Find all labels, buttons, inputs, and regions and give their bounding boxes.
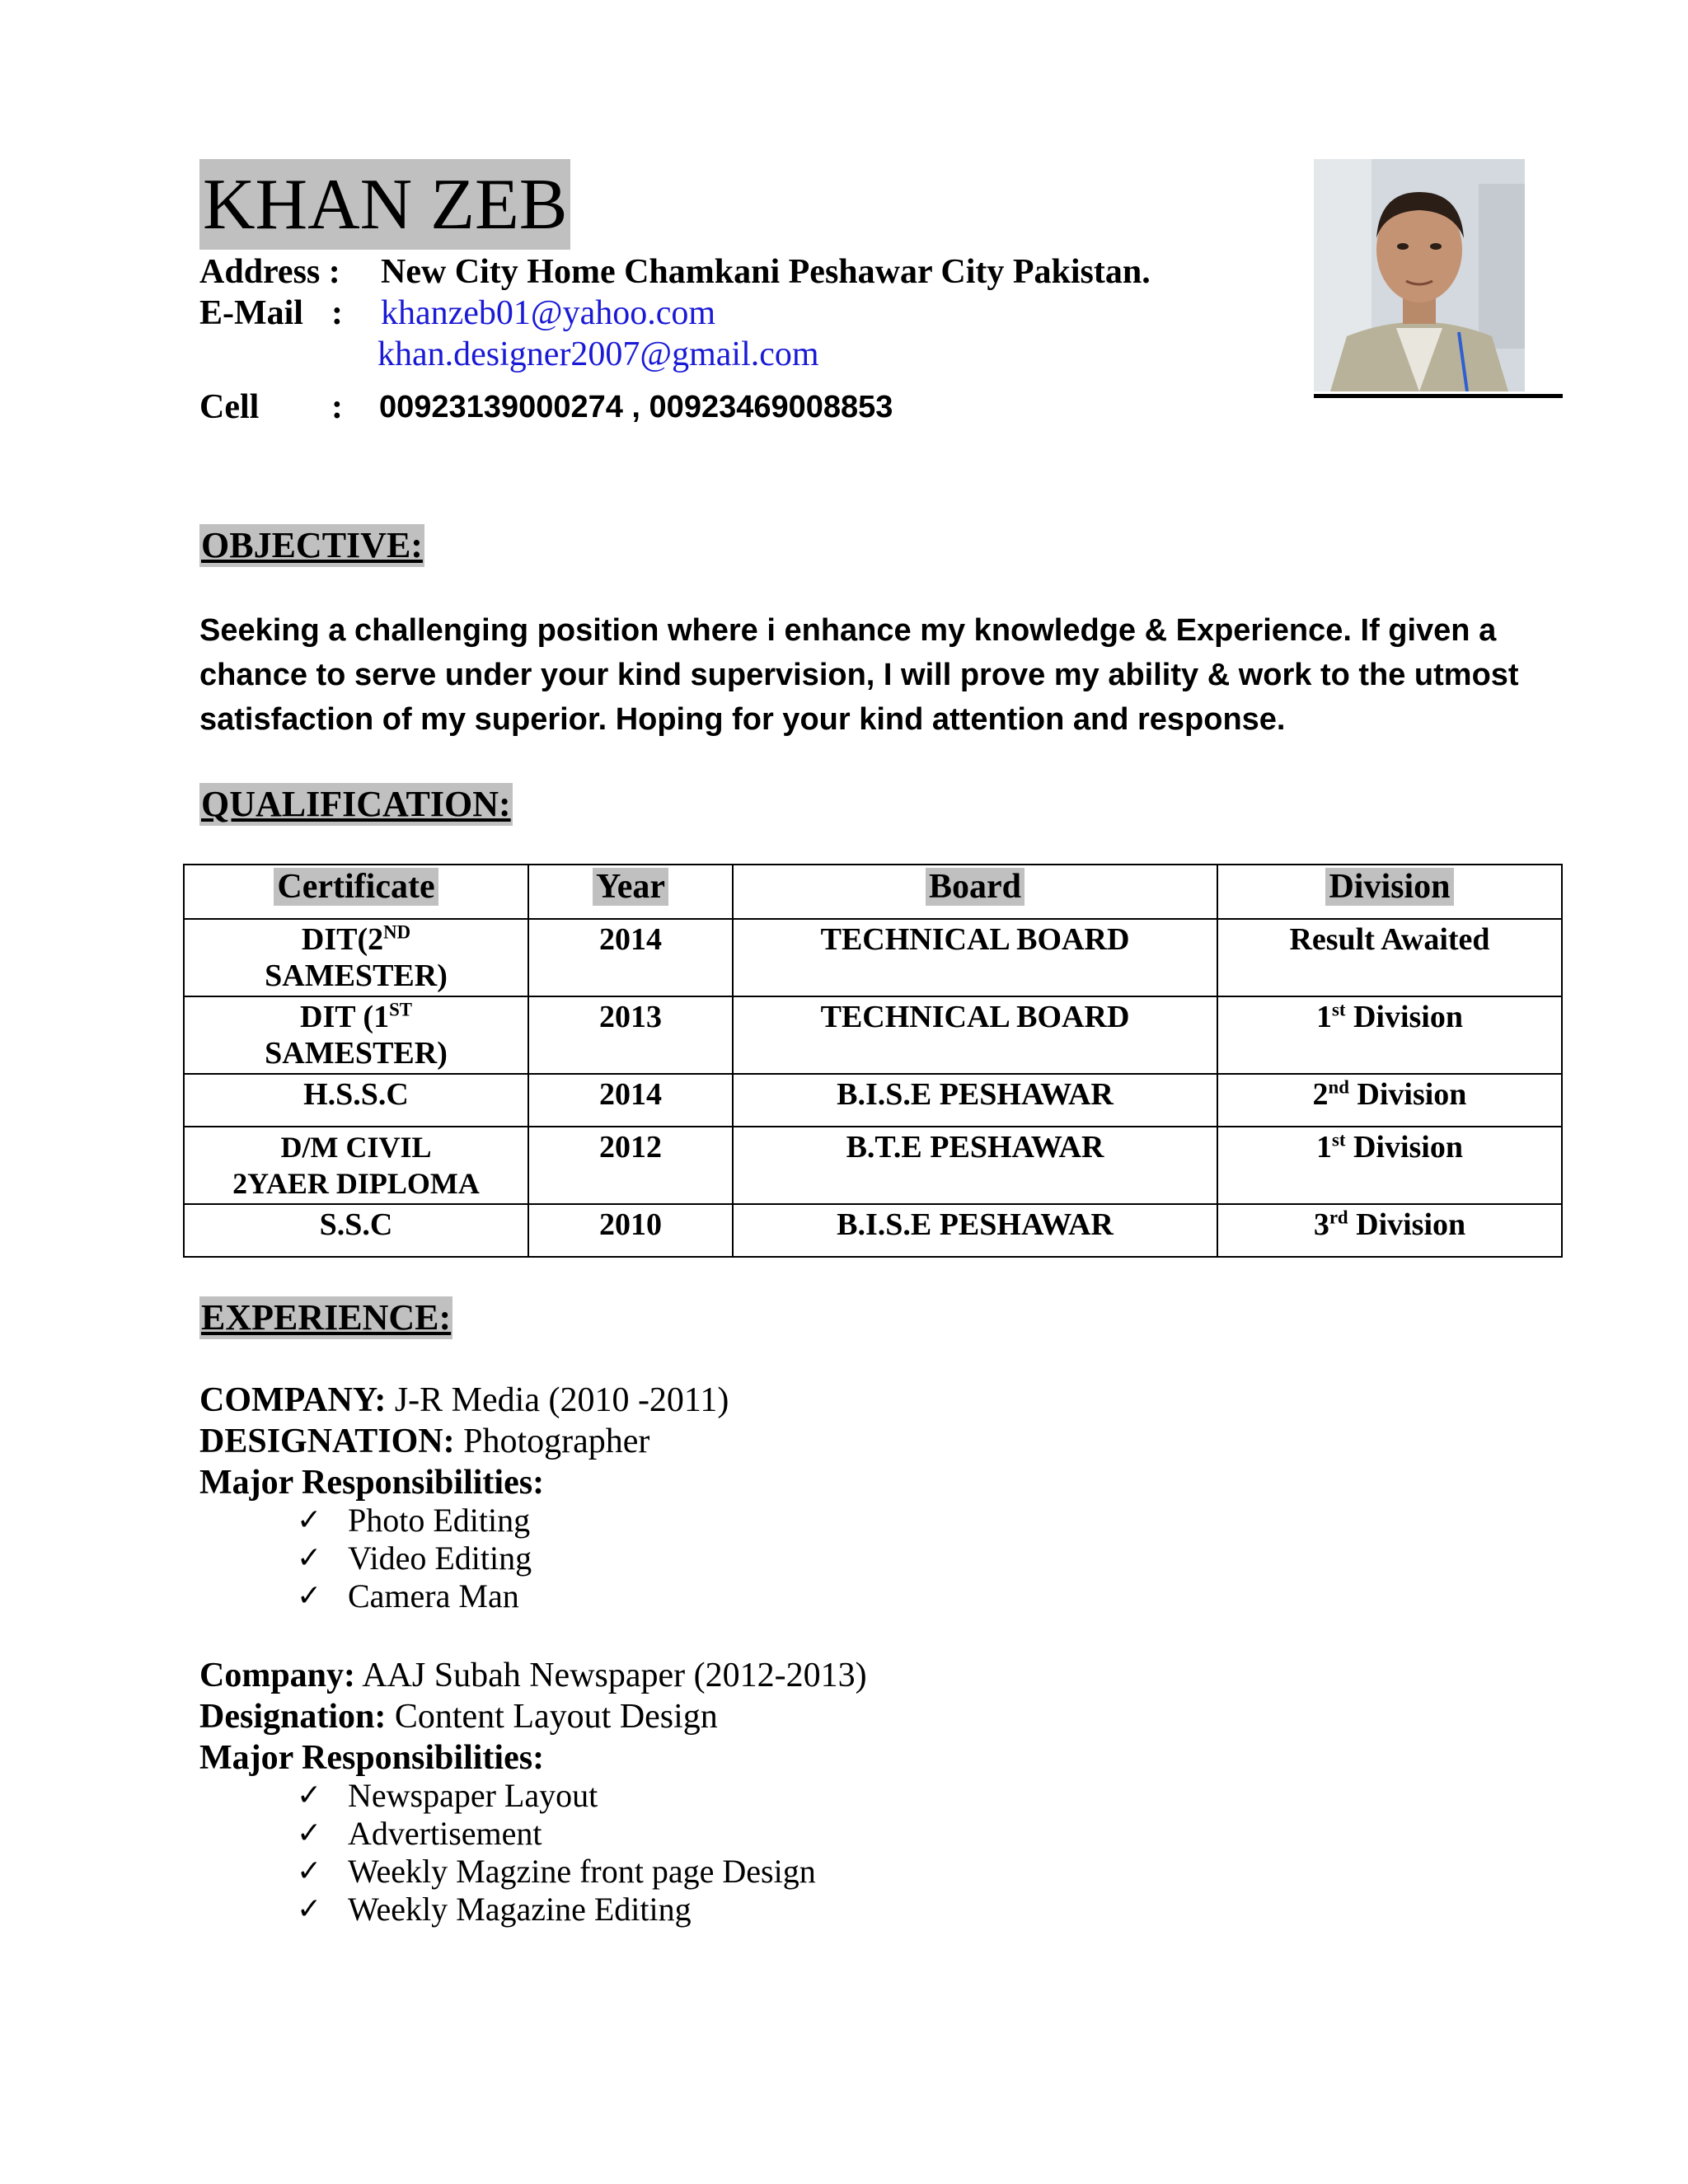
job-2-company — [199, 1655, 867, 1696]
certificate-cell: DIT(2ND SAMESTER) — [184, 919, 528, 996]
board-cell: B.T.E PESHAWAR — [733, 1127, 1217, 1204]
year-cell: 2013 — [528, 996, 733, 1074]
table-row — [184, 919, 1562, 996]
division-cell: 3rd Division — [1217, 1204, 1562, 1257]
company-label: Company: — [199, 1657, 356, 1694]
board-cell: B.I.S.E PESHAWAR — [733, 1074, 1217, 1127]
board-cell: TECHNICAL BOARD — [733, 996, 1217, 1074]
company-value: AAJ Subah Newspaper (2012-2013) — [355, 1657, 867, 1694]
objective-heading: OBJECTIVE: — [201, 525, 423, 565]
table-header-row — [184, 865, 1562, 919]
column-header: Year — [528, 865, 733, 919]
division-cell: 2nd Division — [1217, 1074, 1562, 1127]
email-colon: : — [331, 294, 343, 332]
company-value: J-R Media (2010 -2011) — [386, 1381, 729, 1419]
job-2-designation — [199, 1696, 718, 1737]
column-header: Certificate — [184, 865, 528, 919]
cell-colon: : — [331, 388, 343, 426]
profile-photo — [1314, 159, 1525, 391]
qualification-table — [183, 864, 1563, 1258]
job-1-responsibilities — [297, 1502, 532, 1615]
company-label: COMPANY: — [199, 1381, 387, 1419]
experience-heading: EXPERIENCE: — [201, 1297, 452, 1338]
checkmark-icon: ✓ — [297, 1579, 322, 1613]
column-header: Division — [1217, 865, 1562, 919]
job-2-responsibilities-label: Major Responsibilities: — [199, 1739, 545, 1777]
column-header: Board — [733, 865, 1217, 919]
checkmark-icon: ✓ — [297, 1816, 322, 1850]
cell-label: Cell — [199, 388, 260, 426]
designation-label: Designation: — [199, 1698, 387, 1736]
division-cell: 1st Division — [1217, 996, 1562, 1074]
address-label: Address : — [199, 253, 340, 291]
address-value: New City Home Chamkani Peshawar City Pakistan. — [381, 253, 1151, 291]
designation-value: Content Layout Design — [386, 1698, 718, 1736]
portrait-illustration — [1314, 159, 1525, 391]
list-item: ✓ Weekly Magazine Editing — [297, 1891, 692, 1928]
designation-label: DESIGNATION: — [199, 1422, 455, 1460]
job-1-designation — [199, 1421, 649, 1462]
year-cell: 2014 — [528, 919, 733, 996]
job-1-company — [199, 1380, 729, 1421]
checkmark-icon: ✓ — [297, 1892, 322, 1926]
objective-text: Seeking a challenging position where i enhance my knowledge & Experience. If given a chance to serve under your kind supervision, I will prove my ability & work to the utmost satisfaction of my superior. Hoping for your kind attention and response. — [199, 613, 1519, 737]
board-cell: TECHNICAL BOARD — [733, 919, 1217, 996]
list-item: ✓ Camera Man — [297, 1577, 519, 1615]
checkmark-icon: ✓ — [297, 1503, 322, 1537]
photo-underline — [1314, 394, 1563, 398]
designation-value: Photographer — [454, 1422, 650, 1460]
year-cell: 2012 — [528, 1127, 733, 1204]
certificate-cell: S.S.C — [184, 1204, 528, 1257]
table-row — [184, 1074, 1562, 1127]
board-cell: B.I.S.E PESHAWAR — [733, 1204, 1217, 1257]
list-item: ✓ Weekly Magzine front page Design — [297, 1853, 816, 1890]
list-item: ✓ Video Editing — [297, 1540, 532, 1577]
qualification-heading: QUALIFICATION: — [201, 784, 511, 824]
email-primary[interactable]: khanzeb01@yahoo.com — [381, 294, 716, 332]
list-item: ✓ Advertisement — [297, 1815, 542, 1852]
division-cell: 1st Division — [1217, 1127, 1562, 1204]
table-row — [184, 996, 1562, 1074]
checkmark-icon: ✓ — [297, 1541, 322, 1575]
list-item: ✓ Photo Editing — [297, 1502, 531, 1539]
job-1-responsibilities-label: Major Responsibilities: — [199, 1464, 545, 1502]
email-secondary[interactable]: khan.designer2007@gmail.com — [377, 335, 819, 373]
year-cell: 2010 — [528, 1204, 733, 1257]
certificate-cell: D/M CIVIL 2YAER DIPLOMA — [184, 1127, 528, 1204]
checkmark-icon: ✓ — [297, 1779, 322, 1812]
table-row — [184, 1204, 1562, 1257]
year-cell: 2014 — [528, 1074, 733, 1127]
job-2-responsibilities — [297, 1777, 816, 1929]
certificate-cell: DIT (1ST SAMESTER) — [184, 996, 528, 1074]
division-cell: Result Awaited — [1217, 919, 1562, 996]
table-row — [184, 1127, 1562, 1204]
certificate-cell: H.S.S.C — [184, 1074, 528, 1127]
candidate-name: KHAN ZEB — [199, 159, 570, 250]
list-item: ✓ Newspaper Layout — [297, 1777, 598, 1814]
email-label: E-Mail — [199, 294, 303, 332]
checkmark-icon: ✓ — [297, 1854, 322, 1888]
cell-value: 00923139000274 , 00923469008853 — [379, 390, 893, 424]
